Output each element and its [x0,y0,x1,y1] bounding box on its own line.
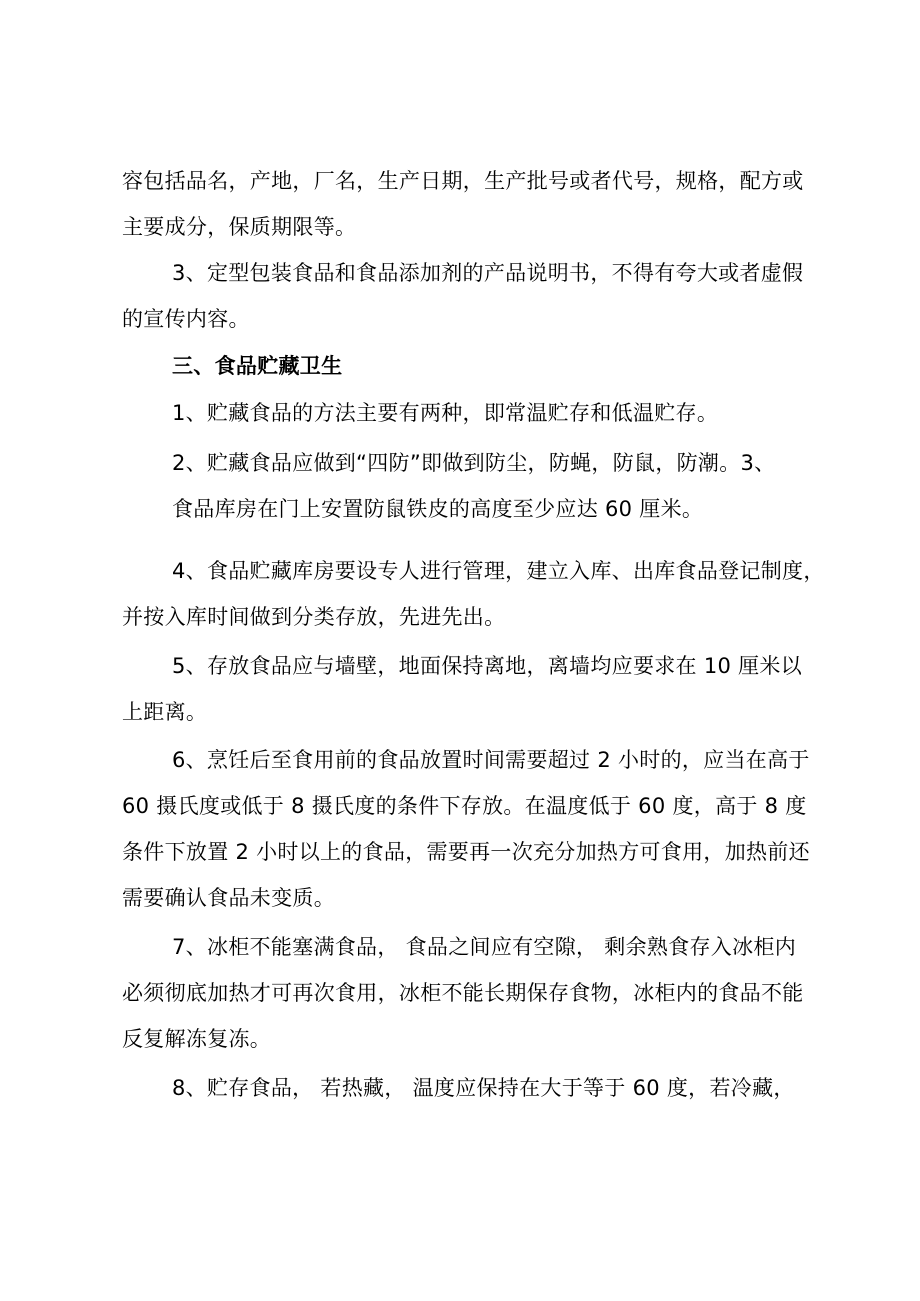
paragraph-line: 需要确认食品未变质。 [122,886,335,910]
paragraph-line: 3、定型包装食品和食品添加剂的产品说明书，不得有夸大或者虚假 [172,261,804,285]
paragraph-line: 60 摄氏度或低于 8 摄氏度的条件下存放。在温度低于 60 度，高于 8 度 [122,794,807,818]
paragraph-line: 容包括品名，产地，厂名，生产日期，生产批号或者代号，规格，配方或 [122,169,804,193]
paragraph-line: 4、食品贮藏库房要设专人进行管理，建立入库、出库食品登记制度， [172,559,825,583]
paragraph-line: 6、烹饪后至食用前的食品放置时间需要超过 2 小时的，应当在高于 [172,748,810,772]
paragraph-line: 条件下放置 2 小时以上的食品，需要再一次充分加热方可食用，加热前还 [122,840,810,864]
paragraph-line: 2、贮藏食品应做到“四防”即做到防尘，防蝇，防鼠，防潮。3、 [172,451,776,475]
paragraph-line: 主要成分，保质期限等。 [122,215,357,239]
paragraph-line: 8、贮存食品， 若热藏， 温度应保持在大于等于 60 度，若冷藏， [172,1076,795,1100]
paragraph-line: 5、存放食品应与墙壁，地面保持离地，离墙均应要求在 10 厘米以 [172,654,803,678]
paragraph-line: 1、贮藏食品的方法主要有两种，即常温贮存和低温贮存。 [172,401,719,425]
paragraph-line: 的宣传内容。 [122,307,250,331]
paragraph-line: 并按入库时间做到分类存放，先进先出。 [122,605,506,629]
section-heading: 三、食品贮藏卫生 [172,354,343,378]
paragraph-line: 食品库房在门上安置防鼠铁皮的高度至少应达 60 厘米。 [172,497,704,521]
paragraph-line: 上距离。 [122,700,208,724]
paragraph-line: 7、冰柜不能塞满食品， 食品之间应有空隙， 剩余熟食存入冰柜内 [172,935,797,959]
paragraph-line: 反复解冻复冻。 [122,1027,272,1051]
paragraph-line: 必须彻底加热才可再次食用，冰柜不能长期保存食物，冰柜内的食品不能 [122,981,804,1005]
